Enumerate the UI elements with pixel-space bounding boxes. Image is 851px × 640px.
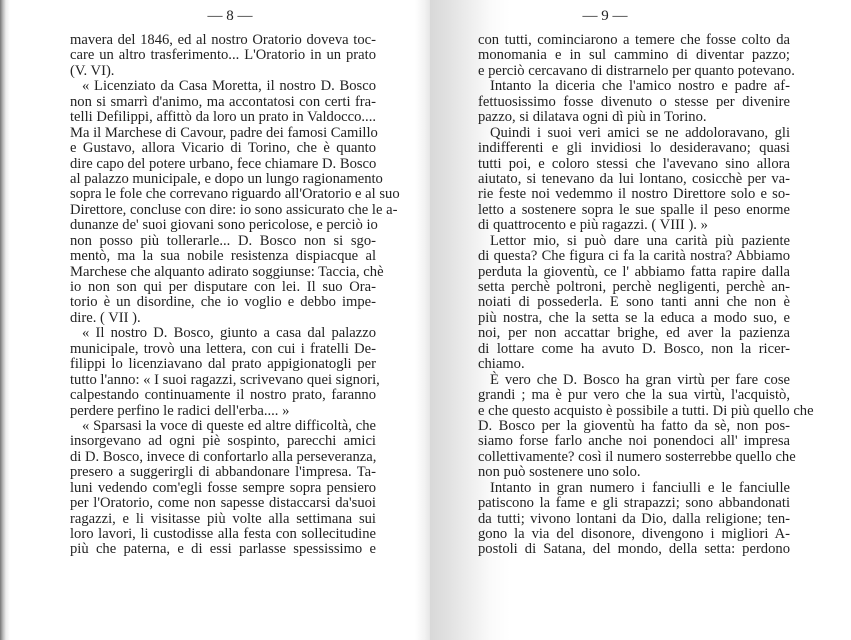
- text-line: sopra le fole che correvano riguardo all'Oratorio e al suo: [70, 186, 400, 203]
- text-line: di D. Bosco, invece di confortarlo alla perseveranza,: [70, 448, 377, 465]
- text-line: postoli di Satana, del mondo, della setta: perdono: [478, 541, 790, 558]
- text-line: per l'Oratorio, come non sapesse distaccarsi da'suoi: [70, 495, 376, 512]
- text-line: dire capo del potere urbano, fece chiamare D. Bosco: [70, 155, 377, 172]
- text-line: e che questo acquisto è possibile a tutti. Di più quello che: [478, 402, 814, 419]
- text-line: care un altro trasferimento... L'Oratorio in un prato: [70, 47, 376, 64]
- text-line: tutto l'anno: « I suoi ragazzi, scrivevano quei signori,: [70, 371, 380, 388]
- text-line: municipale, trovò una lettera, con cui i fratelli De-: [70, 340, 376, 357]
- text-line: Quindi i suoi veri amici se ne addoloravano, gli: [490, 124, 790, 141]
- text-line: telli Defilippi, affittò da loro un prato in Valdocco....: [70, 109, 376, 126]
- text-line: filippi lo licenziavano dal prato appigionatogli per: [70, 356, 376, 373]
- text-line: gono la via del disonore, divengono i migliori A-: [478, 526, 790, 542]
- text-line: monomania e in sul cammino di diventar pazzo;: [478, 47, 790, 64]
- text-line: non posso più tollerarle... D. Bosco non si sgo-: [70, 232, 376, 249]
- text-line: e perciò cercavano di distrarnelo per quanto potevano.: [478, 62, 795, 79]
- text-line: D. Bosco per la gioventù ha fatto da sè, non pos-: [478, 417, 790, 434]
- text-line: al palazzo municipale, e dopo un lungo ragionamento: [70, 170, 383, 187]
- text-line: pazzo, si dilatava ogni dì più in Torino.: [478, 109, 707, 126]
- text-line: (V. VI).: [70, 62, 115, 79]
- text-line: Marchese che alquanto adirato soggiunse: Taccia, chè: [70, 263, 384, 280]
- text-line: Direttore, concluse con dire: io sono assicurato che le a-: [70, 201, 398, 218]
- text-line: di quattrocento e più ragazzi. ( VIII ). »: [478, 217, 708, 234]
- text-line: Ma il Marchese di Cavour, padre dei famosi Camillo: [70, 124, 378, 141]
- page-body: [70, 32, 400, 558]
- text-line: di lottare come ha avuto D. Bosco, non la ricer-: [478, 340, 790, 357]
- text-line: Intanto in gran numero i fanciulli e le fanciulle: [490, 479, 790, 496]
- text-line: « Il nostro D. Bosco, giunto a casa dal palazzo: [82, 325, 376, 342]
- text-line: loro lavori, li custodisse alla festa con sollecitudine: [70, 526, 376, 542]
- text-line: letto a sostenere sopra le sue spalle il peso enorme: [478, 201, 790, 218]
- text-line: presero a suggerirgli di abbandonare l'impresa. Ta-: [70, 464, 376, 481]
- text-line: con tutti, cominciarono a temere che fosse colto da: [478, 32, 790, 48]
- page-number: — 8 —: [207, 8, 253, 24]
- text-line: tutti poi, e coloro stessi che l'avevano sino allora: [478, 155, 790, 172]
- page-body: [478, 32, 814, 558]
- text-line: mavera del 1846, ed al nostro Oratorio doveva toc-: [70, 32, 376, 48]
- text-line: più che paterna, e di essi parlasse spessissimo e: [70, 541, 376, 558]
- text-line: più nostra, che la setta se la educa a modo suo, e: [478, 309, 790, 326]
- text-line: indifferenti e gli invidiosi lo desideravano; quasi: [478, 140, 790, 157]
- text-line: siamo forse farlo anche noi ponendoci all' impresa: [478, 433, 790, 450]
- text-line: non si smarrì d'animo, ma accontatosi con certi fra-: [70, 93, 376, 110]
- text-line: dire. ( VII ).: [70, 309, 141, 326]
- text-line: patiscono la fame e gli strapazzi; sono abbandonati: [478, 495, 790, 512]
- text-line: fettuosissimo fosse divenuto o stesse per divenire: [478, 93, 790, 110]
- text-line: io non son qui per disputare con lei. Il suo Ora-: [70, 279, 376, 295]
- text-line: da tutti; vivono lontani da Dio, dalla religione; ten-: [478, 510, 790, 527]
- text-line: È vero che D. Bosco ha gran virtù per fare cose: [490, 371, 790, 388]
- text-line: e Gustavo, allora Vicario di Torino, che è quanto: [70, 140, 376, 157]
- text-line: di questa? Che figura ci fa la carità nostra? Abbiamo: [478, 248, 790, 265]
- text-line: aiutato, si tenevano da lui lontano, cosicchè per va-: [478, 170, 790, 187]
- right-page: [430, 0, 851, 640]
- text-line: perdere perfino le radici dell'erba.... »: [70, 402, 290, 419]
- text-line: « Licenziato da Casa Moretta, il nostro D. Bosco: [82, 78, 376, 95]
- text-line: noiati di possederla. E sono tanti anni che non è: [478, 294, 790, 311]
- text-line: Lettor mio, si può dare una carità più paziente: [490, 232, 790, 249]
- text-line: Intanto la diceria che l'amico nostro e padre af-: [490, 78, 790, 95]
- text-line: luni vedendo com'egli fosse sempre sopra pensiero: [70, 479, 376, 496]
- text-line: collettivamente? così il numero sosterrebbe quello che: [478, 448, 796, 465]
- text-line: perduta la gioventù, ce l' abbiamo fatta rapire dalla: [478, 263, 790, 280]
- text-line: mentò, ma la sua nobile resistenza dispiacque al: [70, 248, 376, 265]
- text-line: setta perchè poltroni, perchè negligenti, perchè an-: [478, 279, 790, 295]
- text-line: grandi ; ma è pur vero che la sua virtù, l'acquistò,: [478, 387, 790, 404]
- text-line: dunanze de' suoi giovani sono pericolose, e perciò io: [70, 217, 378, 234]
- text-line: ragazzi, e li visitasse più volte alla settimana sui: [70, 510, 376, 527]
- text-line: calpestando continuamente il nostro prato, faranno: [70, 387, 376, 404]
- text-line: rie feste noi vedemmo il nostro Direttore solo e so-: [478, 186, 790, 203]
- text-line: chiamo.: [478, 356, 525, 373]
- text-line: insorgevano ad ogni piè sospinto, parecchi amici: [70, 433, 376, 450]
- text-line: non può sostenere uno solo.: [478, 464, 641, 481]
- text-line: torio è un disordine, che io voglio e debbo impe-: [70, 294, 376, 311]
- text-line: « Sparsasi la voce di queste ed altre difficoltà, che: [82, 417, 376, 434]
- page-number: — 9 —: [582, 8, 628, 24]
- text-line: noi, per non accattar brighe, ed aver la pazienza: [478, 325, 790, 342]
